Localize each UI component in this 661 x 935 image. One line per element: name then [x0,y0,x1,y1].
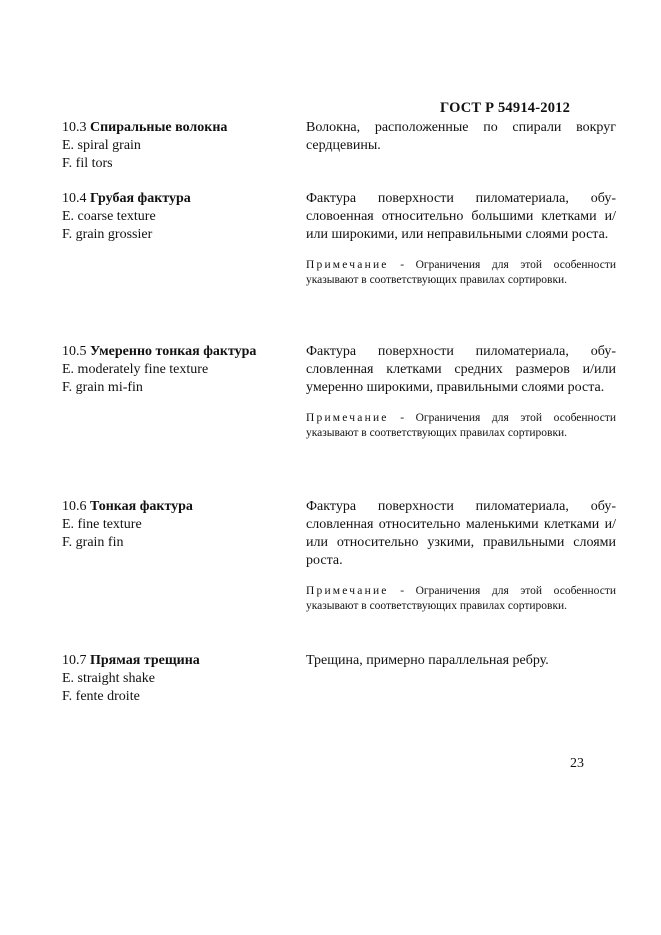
term-en: E. straight shake [62,671,155,686]
term-en: E. fine texture [62,517,142,532]
term-title [62,119,294,137]
term-definition: Фактура поверхности пиломатериала, обусловоенная относительно большими клетками и/или широкими, или неправильными слоями роста. [306,191,616,242]
term-names [62,190,294,244]
term-note [306,258,616,288]
term-fr: F. fil tors [62,156,113,171]
term-definition: Фактура поверхности пиломатериала, обусловленная клетками средних размеров и/или умеренно широкими, правильными слоями роста. [306,344,616,395]
note-label: Примечание [306,259,389,271]
note-text: - Ограничения для этой особенности указывают в соответствующих правилах сортировки. [306,585,616,612]
note-label: Примечание [306,585,389,597]
term-en: E. coarse texture [62,209,156,224]
term-note [306,584,616,614]
term-number: 10.6 [62,499,87,514]
term-definition-block [306,498,616,614]
term-definition-block [306,652,616,670]
term-title [62,190,294,208]
term-fr: F. grain mi-fin [62,380,143,395]
term-names [62,343,294,397]
term-ru: Умеренно тонкая фактура [90,344,257,359]
term-note [306,411,616,441]
term-fr: F. grain grossier [62,227,153,242]
term-names [62,652,294,706]
note-text: - Ограничения для этой особенности указывают в соответствующих правилах сортировки. [306,259,616,286]
term-ru: Грубая фактура [90,191,191,206]
term-number: 10.3 [62,120,87,135]
term-number: 10.7 [62,653,87,668]
note-text: - Ограничения для этой особенности указывают в соответствующих правилах сортировки. [306,412,616,439]
term-names [62,119,294,173]
note-label: Примечание [306,412,389,424]
term-fr: F. fente droite [62,689,140,704]
term-definition-block [306,343,616,441]
document-header: ГОСТ Р 54914-2012 [440,100,571,116]
term-ru: Прямая трещина [90,653,200,668]
term-number: 10.5 [62,344,87,359]
term-title [62,343,294,361]
term-title [62,652,294,670]
term-ru: Спиральные волокна [90,120,228,135]
term-fr: F. grain fin [62,535,124,550]
page-number: 23 [570,756,584,771]
term-definition-block [306,190,616,288]
term-ru: Тонкая фактура [90,499,193,514]
term-en: E. spiral grain [62,138,141,153]
term-definition: Волокна, расположенные по спирали вокруг сердцевины. [306,120,616,153]
term-names [62,498,294,552]
term-title [62,498,294,516]
term-definition-block [306,119,616,155]
term-definition: Трещина, примерно параллельная ребру. [306,653,549,668]
term-en: E. moderately fine texture [62,362,209,377]
term-number: 10.4 [62,191,87,206]
term-definition: Фактура поверхности пиломатериала, обусловленная относительно маленькими клетками и/или относительно узкими, правильными слоями роста. [306,499,616,568]
